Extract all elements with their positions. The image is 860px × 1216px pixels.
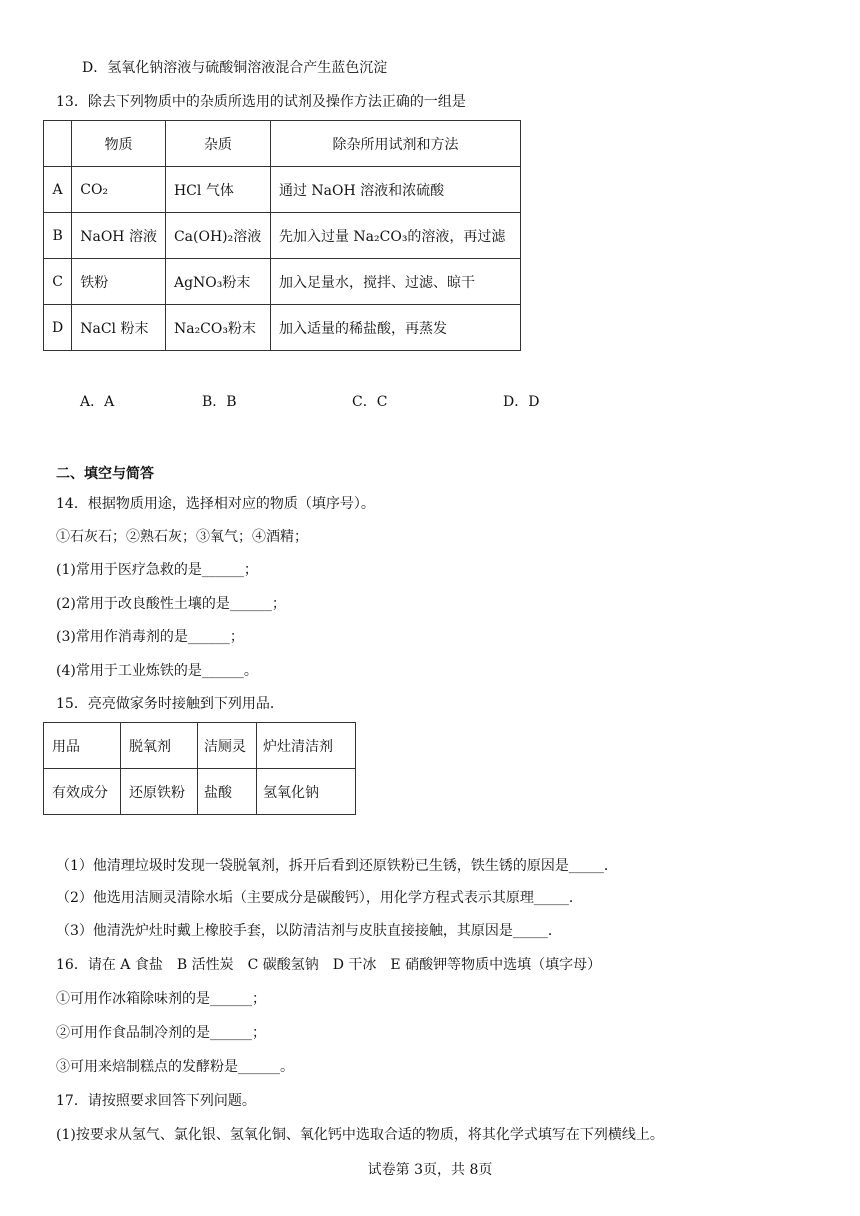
row-label: C [44, 259, 72, 305]
table-cell: 有效成分 [44, 769, 121, 815]
table-cell: 还原铁粉 [121, 769, 198, 815]
q16-stem: 16．请在 A 食盐 B 活性炭 C 碳酸氢钠 D 干冰 E 硝酸钾等物质中选填（填字母） [56, 957, 602, 973]
table-cell: 铁粉 [72, 259, 166, 305]
table-cell: 加入适量的稀盐酸，再蒸发 [270, 305, 520, 351]
table-cell: 盐酸 [198, 769, 257, 815]
q14-item-3: (3)常用作消毒剂的是______； [56, 629, 244, 645]
table-cell: 通过 NaOH 溶液和浓硫酸 [270, 167, 520, 213]
table-header-cell: 除杂所用试剂和方法 [270, 121, 520, 167]
table-cell: 脱氧剂 [121, 723, 198, 769]
table-header-cell: 物质 [72, 121, 166, 167]
q14-item-4: (4)常用于工业炼铁的是______。 [56, 663, 258, 679]
table-row [44, 213, 521, 259]
table-cell: NaCl 粉末 [72, 305, 166, 351]
table-row [44, 723, 356, 769]
table-row [44, 121, 521, 167]
q13-option-b: B．B [202, 394, 237, 410]
table-row [44, 769, 356, 815]
q16-item-1: ①可用作冰箱除味剂的是______； [56, 991, 266, 1007]
q16-item-2: ②可用作食品制冷剂的是______； [56, 1025, 266, 1041]
table-cell: NaOH 溶液 [72, 213, 166, 259]
q14-stem: 14．根据物质用途，选择相对应的物质（填序号）。 [56, 496, 375, 512]
q14-item-1: (1)常用于医疗急救的是______； [56, 562, 258, 578]
table-cell: HCl 气体 [165, 167, 270, 213]
q15-stem: 15．亮亮做家务时接触到下列用品． [56, 696, 284, 712]
table-cell: 炉灶清洁剂 [257, 723, 356, 769]
q14-item-2: (2)常用于改良酸性土壤的是______； [56, 596, 286, 612]
table-cell: 用品 [44, 723, 121, 769]
q13-option-c: C．C [352, 394, 388, 410]
table-cell: 先加入过量 Na₂CO₃的溶液，再过滤 [270, 213, 520, 259]
table-cell: 洁厕灵 [198, 723, 257, 769]
table-cell: 加入足量水，搅拌、过滤、晾干 [270, 259, 520, 305]
row-label: D [44, 305, 72, 351]
page-footer: 试卷第 3页，共 8页 [367, 1162, 493, 1178]
q15-item-1: （1）他清理垃圾时发现一袋脱氧剂，拆开后看到还原铁粉已生锈，铁生锈的原因是_____． [56, 858, 618, 874]
q16-item-3: ③可用来焙制糕点的发酵粉是______。 [56, 1059, 294, 1075]
table-row [44, 167, 521, 213]
q13-option-d: D．D [503, 394, 540, 410]
table-header-cell [44, 121, 72, 167]
table-cell: 氢氧化钠 [257, 769, 356, 815]
q17-item-1: (1)按要求从氢气、氯化银、氢氧化铜、氧化钙中选取合适的物质，将其化学式填写在下列横线上。 [56, 1127, 664, 1143]
q15-table [43, 722, 356, 815]
table-row [44, 305, 521, 351]
table-cell: Ca(OH)₂溶液 [165, 213, 270, 259]
table-header-cell: 杂质 [165, 121, 270, 167]
table-cell: CO₂ [72, 167, 166, 213]
q12-option-d: D．氢氧化钠溶液与硫酸铜溶液混合产生蓝色沉淀 [82, 60, 388, 76]
q13-stem: 13．除去下列物质中的杂质所选用的试剂及操作方法正确的一组是 [56, 94, 466, 110]
q15-item-3: （3）他清洗炉灶时戴上橡胶手套，以防清洁剂与皮肤直接接触，其原因是_____． [56, 923, 562, 939]
row-label: B [44, 213, 72, 259]
q15-item-2: （2）他选用洁厕灵清除水垢（主要成分是碳酸钙），用化学方程式表示其原理_____． [56, 890, 583, 906]
q13-table [43, 120, 521, 351]
table-cell: Na₂CO₃粉末 [165, 305, 270, 351]
q13-option-a: A．A [80, 394, 115, 410]
q14-choices: ①石灰石；②熟石灰；③氧气；④酒精； [56, 529, 308, 545]
section-title: 二、填空与简答 [56, 466, 154, 482]
table-row [44, 259, 521, 305]
row-label: A [44, 167, 72, 213]
q17-stem: 17．请按照要求回答下列问题。 [56, 1093, 256, 1109]
table-cell: AgNO₃粉末 [165, 259, 270, 305]
